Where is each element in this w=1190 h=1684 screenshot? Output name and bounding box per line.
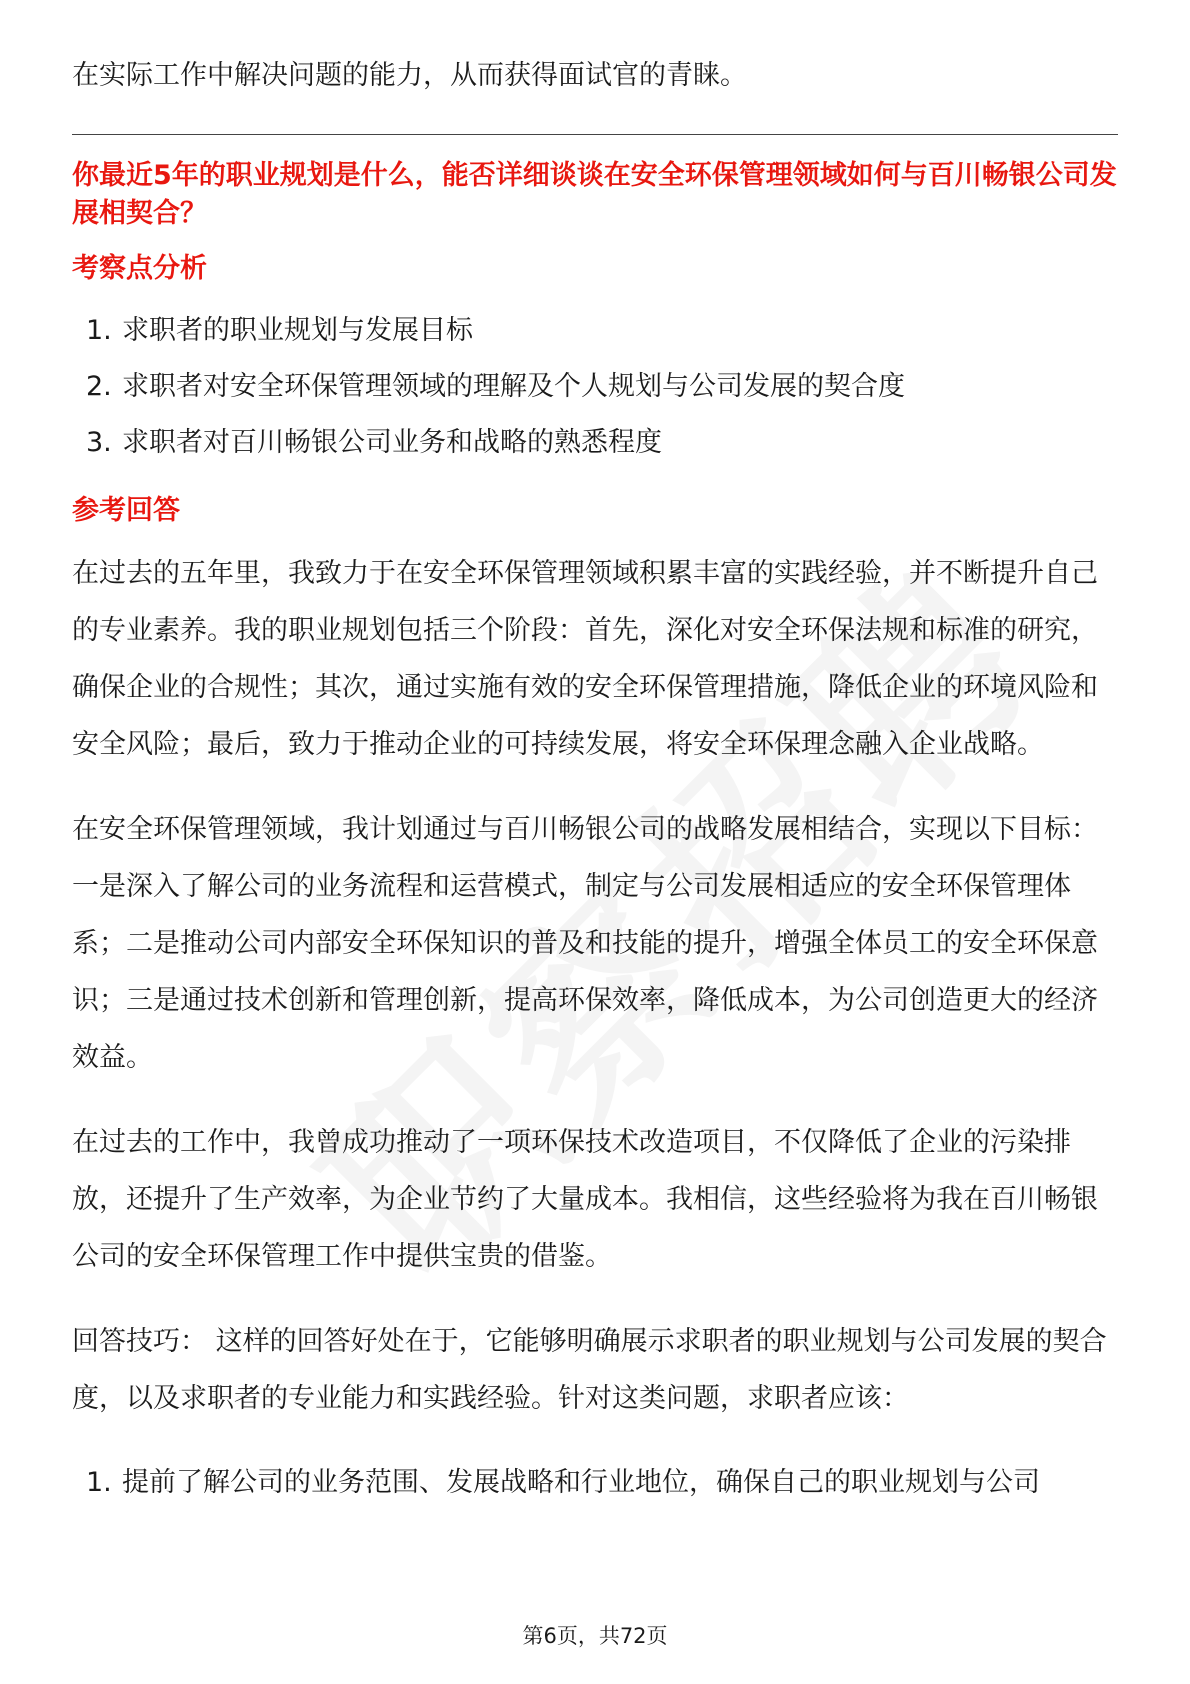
analysis-list xyxy=(72,303,1118,471)
question-title: 你最近5年的职业规划是什么，能否详细谈谈在安全环保管理领域如何与百川畅银公司发展相契合？ xyxy=(72,160,1117,229)
page-number: 第6页，共72页 xyxy=(522,1624,668,1648)
list-item xyxy=(72,415,1118,471)
answer-paragraph: 在安全环保管理领域，我计划通过与百川畅银公司的战略发展相结合，实现以下目标：一是深入了解公司的业务流程和运营模式，制定与公司发展相适应的安全环保管理体系；二是推动公司内部安全环保知识的普及和技能的提升，增强全体员工的安全环保意识；三是通过技术创新和管理创新，提高环保效率，降低成本，为公司创造更大的经济效益。 xyxy=(72,814,1098,1073)
list-item-text: 求职者对百川畅银公司业务和战略的熟悉程度 xyxy=(122,427,662,458)
section-divider xyxy=(72,134,1118,135)
list-item xyxy=(72,1455,1118,1511)
list-item-number: 2. xyxy=(86,371,112,402)
intro-line: 在实际工作中解决问题的能力，从而获得面试官的青睐。 xyxy=(72,60,747,91)
list-item-number: 3. xyxy=(86,427,112,458)
page-content xyxy=(72,48,1118,1511)
analysis-heading: 考察点分析 xyxy=(72,253,207,284)
list-item xyxy=(72,303,1118,359)
list-item-number: 1. xyxy=(86,315,112,346)
list-item-text: 求职者的职业规划与发展目标 xyxy=(122,315,473,346)
answer-paragraph: 在过去的工作中，我曾成功推动了一项环保技术改造项目，不仅降低了企业的污染排放，还提升了生产效率，为企业节约了大量成本。我相信，这些经验将为我在百川畅银公司的安全环保管理工作中提供宝贵的借鉴。 xyxy=(72,1127,1098,1272)
list-item-text: 提前了解公司的业务范围、发展战略和行业地位，确保自己的职业规划与公司 xyxy=(122,1467,1040,1498)
answer-tips-paragraph: 回答技巧： 这样的回答好处在于，它能够明确展示求职者的职业规划与公司发展的契合度，以及求职者的专业能力和实践经验。针对这类问题，求职者应该： xyxy=(72,1326,1107,1414)
list-item xyxy=(72,359,1118,415)
list-item-text: 求职者对安全环保管理领域的理解及个人规划与公司发展的契合度 xyxy=(122,371,905,402)
answer-heading: 参考回答 xyxy=(72,495,180,526)
tips-list xyxy=(72,1455,1118,1511)
answer-paragraph: 在过去的五年里，我致力于在安全环保管理领域积累丰富的实践经验，并不断提升自己的专业素养。我的职业规划包括三个阶段：首先，深化对安全环保法规和标准的研究，确保企业的合规性；其次，通过实施有效的安全环保管理措施，降低企业的环境风险和安全风险；最后，致力于推动企业的可持续发展，将安全环保理念融入企业战略。 xyxy=(72,558,1098,760)
list-item-number: 1. xyxy=(86,1467,112,1498)
